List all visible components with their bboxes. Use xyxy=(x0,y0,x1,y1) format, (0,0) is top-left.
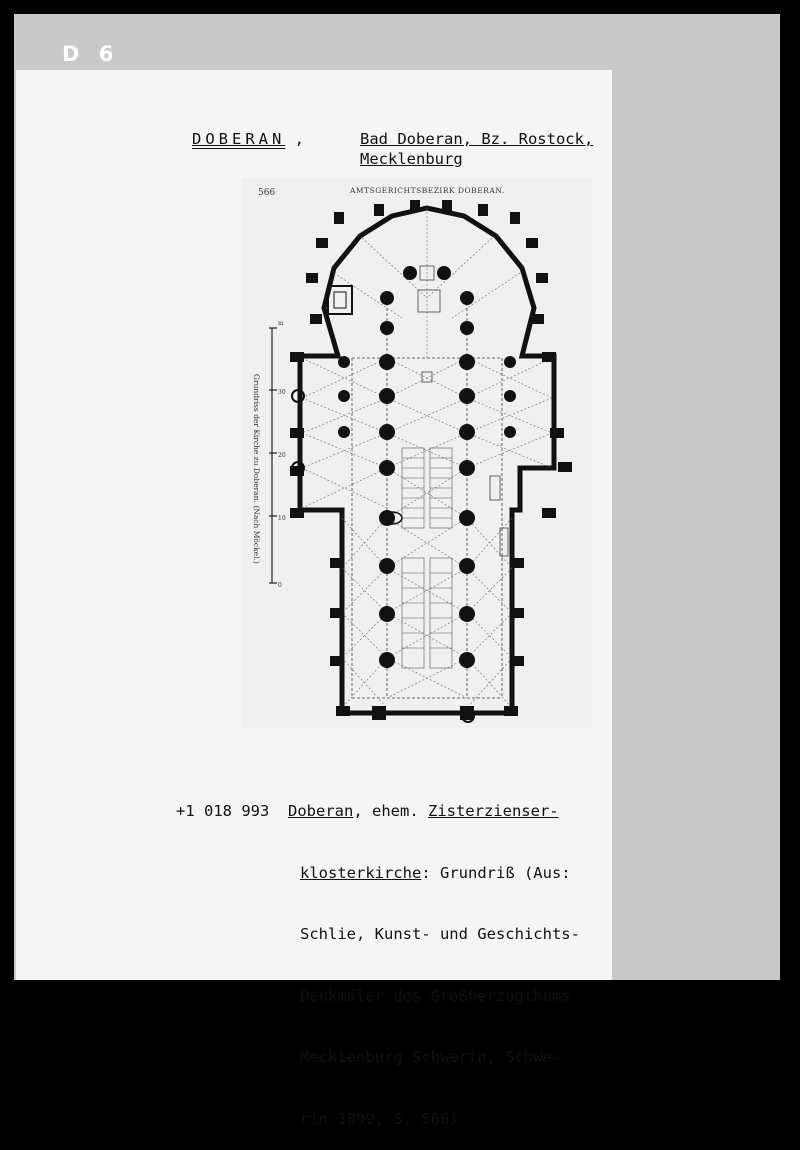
outer-wall xyxy=(300,208,554,713)
caption-line-4: Denkmäler des Großherzogthums xyxy=(300,986,571,1005)
caption-line-3: Schlie, Kunst- und Geschichts- xyxy=(300,925,580,943)
scale-bar xyxy=(269,328,277,583)
catalog-number: +1 018 993 xyxy=(176,802,270,820)
scale-label-30: 30 xyxy=(278,389,286,396)
scale-label-0: 0 xyxy=(278,582,282,589)
plate-running-title: AMTSGERICHTSBEZIRK DOBERAN. xyxy=(350,186,505,195)
caption-building-2: klosterkirche xyxy=(300,863,422,882)
place-name: DOBERAN xyxy=(192,130,286,148)
church-floor-plan xyxy=(242,178,592,728)
scale-caption: Grundriss der Kirche zu Doberan. (Nach Möckel.) xyxy=(252,374,261,564)
place-comma: , xyxy=(294,130,305,148)
caption-line-2 xyxy=(176,863,580,884)
catalog-caption xyxy=(176,760,580,1150)
scale-unit: m xyxy=(278,320,284,327)
caption-line-6: rin 1899, S. 566) xyxy=(300,1109,459,1128)
scale-label-10: 10 xyxy=(278,515,286,522)
caption-place: Doberan xyxy=(288,802,354,820)
caption-text: : Grundriß (Aus: xyxy=(421,863,571,882)
caption-building-1: Zisterzienser- xyxy=(427,802,559,820)
location-line-2: Mecklenburg xyxy=(360,150,463,168)
caption-text: , ehem. xyxy=(353,802,428,820)
caption-line-1 xyxy=(176,801,580,822)
plate-page-number: 566 xyxy=(258,188,276,198)
floor-plan-plate xyxy=(242,178,592,728)
location-line-1: Bad Doberan, Bz. Rostock, xyxy=(360,130,594,148)
header-place xyxy=(192,130,304,148)
scale-label-20: 20 xyxy=(278,452,286,459)
caption-line-5: Mecklenburg-Schwerin, Schwe- xyxy=(300,1048,562,1066)
card-label: D 6 xyxy=(62,42,120,66)
